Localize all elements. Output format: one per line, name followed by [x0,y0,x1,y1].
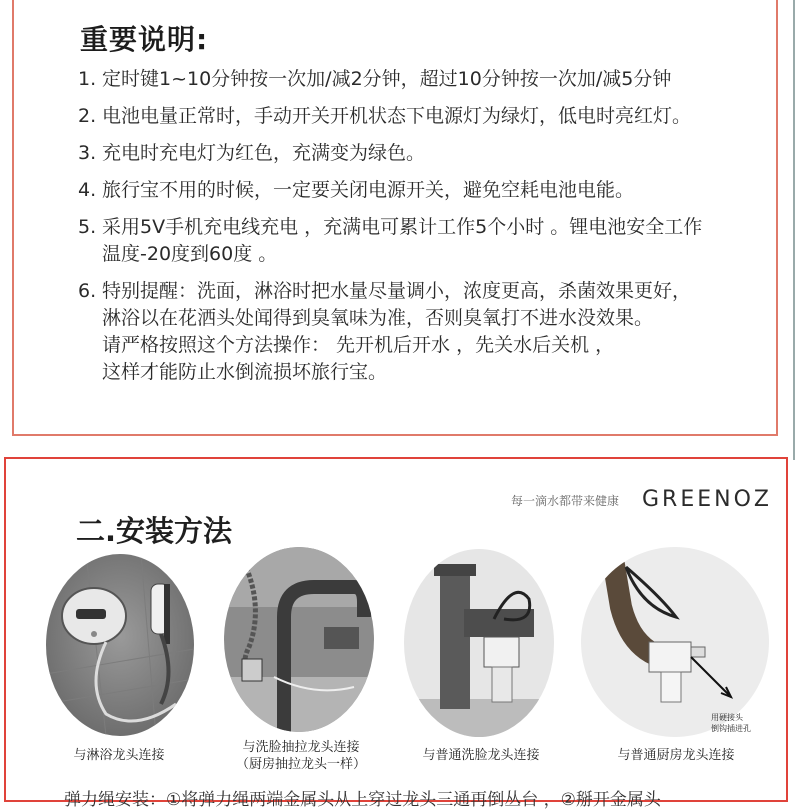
note-item-3 [78,140,768,167]
note-text: 充电时充电灯为红色，充满变为绿色。 [102,142,426,164]
note-text: 采用5V手机充电线充电 ，充满电可累计工作5个小时 。锂电池安全工作 [102,216,703,238]
pullout-faucet-photo [224,547,374,732]
kitchen-faucet-photo [581,547,769,737]
note-item-4 [78,177,768,204]
notes-title: 重要说明: [80,23,209,56]
note-text: 淋浴以在花洒头处闻得到臭氧味为准，否则臭氧打不进水没效果。 [102,307,654,329]
note-number: 4. [78,179,97,201]
note-number: 1. [78,68,97,90]
note-item-1 [78,66,768,93]
brand-logo: GREENOZ [642,487,772,512]
notes-list [78,66,768,396]
note-text: 温度-20度到60度 。 [102,243,278,265]
installation-card [4,457,788,810]
photo-caption: 与普通洗脸龙头连接 [422,748,540,763]
note-text: 特别提醒：洗面，淋浴时把水量尽量调小，浓度更高，杀菌效果更好， [102,280,692,302]
note-number: 2. [78,105,97,127]
note-item-5 [78,214,768,268]
photo-caption: 与普通厨房龙头连接 [617,748,735,763]
note-text: 请严格按照这个方法操作： 先开机后开水 ，先关水后关机 ， [102,334,615,356]
note-text: 定时键1~10分钟按一次加/减2分钟，超过10分钟按一次加/减5分钟 [102,68,672,90]
photo-caption: 与淋浴龙头连接 [73,748,165,763]
note-text: 这样才能防止水倒流损坏旅行宝。 [102,361,388,383]
shower-connection-photo [46,554,194,736]
elastic-cord-instructions: 弹力绳安装：①将弹力绳两端金属头从上穿过龙头三通再倒丛台 ，②掰开金属头 [64,790,661,810]
basin-faucet-photo [404,549,554,737]
brand-slogan: 每一滴水都带来健康 [511,494,620,508]
note-number: 6. [78,280,97,302]
important-notes-card [12,0,778,436]
note-item-2 [78,103,768,130]
divider-line [793,0,795,460]
note-item-6 [78,278,768,386]
hose-note: 用硬接头 倒钩插进孔 [711,713,751,733]
note-number: 5. [78,216,97,238]
note-number: 3. [78,142,97,164]
note-text: 电池电量正常时，手动开关开机状态下电源灯为绿灯，低电时亮红灯。 [102,105,692,127]
note-text: 旅行宝不用的时候，一定要关闭电源开关，避免空耗电池电能。 [102,179,635,201]
installation-title: 二.安装方法 [76,514,233,548]
photo-caption: 与洗脸抽拉龙头连接 （厨房抽拉龙头一样） [235,740,366,772]
